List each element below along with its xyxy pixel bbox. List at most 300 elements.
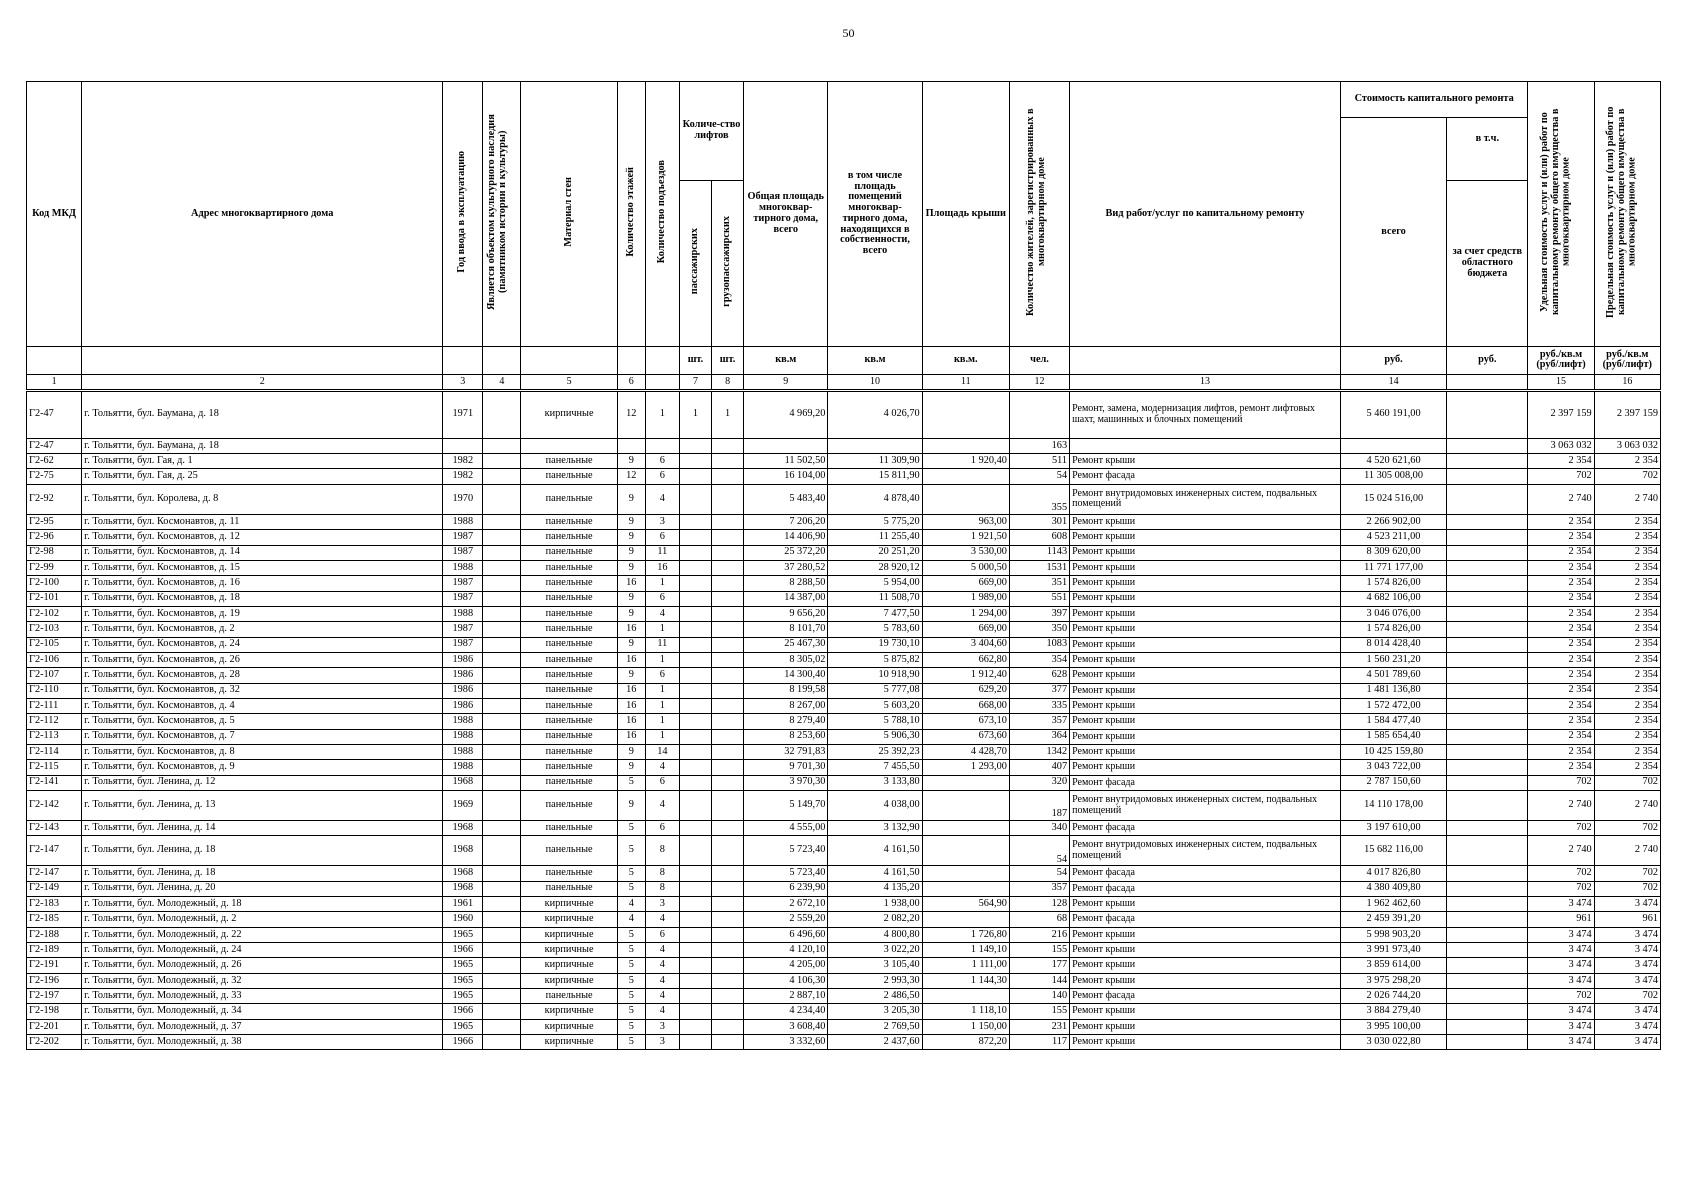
cell-heritage [483,881,521,896]
column-number: 10 [828,374,922,390]
table-row [27,530,1661,545]
cell-regional-budget [1447,622,1528,637]
cell-address: г. Тольятти, бул. Космонавтов, д. 11 [82,514,443,529]
cell-max-cost: 702 [1594,821,1660,836]
cell-work-type: Ремонт фасада [1070,866,1341,881]
cell-work-type: Ремонт фасада [1070,469,1341,484]
cell-floors: 16 [617,683,645,698]
cell-entrances: 4 [645,484,679,514]
cell-freight-lifts [712,958,744,973]
cell-passenger-lifts [679,606,711,621]
cell-year: 1988 [443,744,483,759]
cell-unit-cost: 961 [1528,912,1594,927]
cell-residents: 397 [1009,606,1069,621]
cell-passenger-lifts [679,729,711,744]
cell-passenger-lifts [679,683,711,698]
cell-unit-cost: 2 740 [1528,484,1594,514]
cell-cost-total: 1 585 654,40 [1340,729,1446,744]
cell-unit-cost: 3 474 [1528,943,1594,958]
column-number: 3 [443,374,483,390]
cell-owned-area: 10 918,90 [828,668,922,683]
cell-wall-material: кирпичные [521,1019,617,1034]
cell-unit-cost: 2 354 [1528,683,1594,698]
cell-regional-budget [1447,652,1528,667]
column-number: 5 [521,374,617,390]
cell-entrances: 4 [645,791,679,821]
cell-mkd-code: Г2-100 [27,576,82,591]
cell-residents: 355 [1009,484,1069,514]
table-row [27,775,1661,790]
cell-address: г. Тольятти, бул. Космонавтов, д. 28 [82,668,443,683]
cell-roof-area: 872,20 [922,1035,1009,1050]
cell-owned-area: 11 508,70 [828,591,922,606]
cell-heritage [483,897,521,912]
cell-max-cost: 3 474 [1594,958,1660,973]
cell-unit-cost: 2 354 [1528,514,1594,529]
table-row [27,973,1661,988]
cell-roof-area: 1 150,00 [922,1019,1009,1034]
page-number: 50 [842,26,855,40]
cell-unit-cost: 702 [1528,821,1594,836]
cell-max-cost: 2 354 [1594,591,1660,606]
cell-passenger-lifts [679,897,711,912]
cell-unit-cost: 2 354 [1528,545,1594,560]
cell-unit-cost: 2 354 [1528,530,1594,545]
cell-unit-cost: 2 354 [1528,652,1594,667]
cell-year: 1982 [443,469,483,484]
cell-mkd-code: Г2-147 [27,866,82,881]
cell-floors: 5 [617,821,645,836]
cell-owned-area: 4 878,40 [828,484,922,514]
cell-address: г. Тольятти, бул. Космонавтов, д. 24 [82,637,443,652]
table-row [27,881,1661,896]
table-row [27,989,1661,1004]
cell-roof-area [922,912,1009,927]
cell-roof-area: 1 293,00 [922,760,1009,775]
cell-cost-total: 1 572 472,00 [1340,698,1446,713]
cell-passenger-lifts [679,698,711,713]
cell-residents: 187 [1009,791,1069,821]
cell-year: 1971 [443,390,483,438]
cell-passenger-lifts [679,973,711,988]
cell-total-area: 4 120,10 [744,943,828,958]
cell-floors: 9 [617,514,645,529]
cell-residents: 1531 [1009,560,1069,575]
cell-mkd-code: Г2-149 [27,881,82,896]
cell-cost-total: 1 481 136,80 [1340,683,1446,698]
cell-owned-area: 4 026,70 [828,390,922,438]
cell-work-type: Ремонт крыши [1070,698,1341,713]
cell-heritage [483,606,521,621]
cell-total-area: 5 483,40 [744,484,828,514]
cell-cost-total: 11 771 177,00 [1340,560,1446,575]
cell-max-cost: 2 354 [1594,606,1660,621]
cell-wall-material: панельные [521,775,617,790]
cell-total-area: 25 467,30 [744,637,828,652]
cell-mkd-code: Г2-115 [27,760,82,775]
cell-max-cost: 2 354 [1594,560,1660,575]
cell-entrances: 4 [645,958,679,973]
cell-wall-material: панельные [521,668,617,683]
cell-unit-cost: 702 [1528,881,1594,896]
cell-mkd-code: Г2-183 [27,897,82,912]
cell-roof-area: 669,00 [922,576,1009,591]
cell-year: 1968 [443,866,483,881]
cell-floors: 4 [617,912,645,927]
cell-freight-lifts [712,881,744,896]
cell-wall-material: панельные [521,791,617,821]
cell-unit-cost: 702 [1528,775,1594,790]
cell-roof-area: 1 294,00 [922,606,1009,621]
cell-max-cost: 3 474 [1594,973,1660,988]
cell-entrances: 4 [645,973,679,988]
cell-residents: 128 [1009,897,1069,912]
cell-max-cost: 2 740 [1594,484,1660,514]
column-numbers-row [27,374,1661,390]
cell-owned-area: 4 161,50 [828,866,922,881]
cell-regional-budget [1447,390,1528,438]
cell-total-area: 8 267,00 [744,698,828,713]
cell-year [443,438,483,453]
cell-cost-total: 8 309 620,00 [1340,545,1446,560]
cell-year: 1966 [443,1004,483,1019]
header-incl: в т.ч. [1447,118,1528,181]
cell-year: 1986 [443,652,483,667]
cell-roof-area: 1 989,00 [922,591,1009,606]
cell-freight-lifts [712,897,744,912]
cell-floors: 9 [617,484,645,514]
cell-floors: 5 [617,881,645,896]
cell-regional-budget [1447,514,1528,529]
cell-mkd-code: Г2-189 [27,943,82,958]
cell-mkd-code: Г2-112 [27,714,82,729]
cell-total-area: 32 791,83 [744,744,828,759]
cell-address: г. Тольятти, бул. Космонавтов, д. 18 [82,591,443,606]
cell-year: 1970 [443,484,483,514]
cell-total-area: 16 104,00 [744,469,828,484]
cell-roof-area: 669,00 [922,622,1009,637]
cell-heritage [483,821,521,836]
cell-year: 1966 [443,1035,483,1050]
cell-passenger-lifts [679,1019,711,1034]
cell-heritage [483,469,521,484]
cell-total-area: 8 288,50 [744,576,828,591]
table-row [27,958,1661,973]
cell-cost-total: 2 026 744,20 [1340,989,1446,1004]
cell-regional-budget [1447,866,1528,881]
cell-floors: 5 [617,943,645,958]
cell-address: г. Тольятти, бул. Ленина, д. 14 [82,821,443,836]
cell-unit-cost: 2 354 [1528,698,1594,713]
cell-mkd-code: Г2-96 [27,530,82,545]
cell-address: г. Тольятти, бул. Космонавтов, д. 8 [82,744,443,759]
cell-freight-lifts [712,545,744,560]
header-residents: Количество жителей, зарегистрированных в многоквартирном доме [1024,108,1047,316]
cell-wall-material: панельные [521,714,617,729]
cell-roof-area: 3 530,00 [922,545,1009,560]
cell-total-area: 3 332,60 [744,1035,828,1050]
cell-year: 1988 [443,560,483,575]
cell-roof-area [922,821,1009,836]
cell-unit-cost: 2 354 [1528,729,1594,744]
cell-work-type: Ремонт крыши [1070,1019,1341,1034]
cell-residents: 608 [1009,530,1069,545]
cell-wall-material: панельные [521,698,617,713]
cell-owned-area: 5 875,82 [828,652,922,667]
cell-passenger-lifts [679,821,711,836]
cell-unit-cost: 2 354 [1528,560,1594,575]
cell-residents: 335 [1009,698,1069,713]
cell-wall-material: кирпичные [521,943,617,958]
cell-owned-area: 2 769,50 [828,1019,922,1034]
cell-regional-budget [1447,545,1528,560]
cell-year: 1986 [443,668,483,683]
cell-residents: 54 [1009,836,1069,866]
cell-max-cost: 2 354 [1594,652,1660,667]
cell-address: г. Тольятти, бул. Космонавтов, д. 32 [82,683,443,698]
cell-max-cost: 702 [1594,989,1660,1004]
cell-max-cost: 702 [1594,881,1660,896]
table-row [27,652,1661,667]
cell-roof-area: 1 149,10 [922,943,1009,958]
cell-year: 1965 [443,973,483,988]
cell-residents: 163 [1009,438,1069,453]
cell-year: 1965 [443,989,483,1004]
cell-total-area: 5 723,40 [744,836,828,866]
cell-wall-material: панельные [521,881,617,896]
cell-address: г. Тольятти, бул. Ленина, д. 18 [82,836,443,866]
cell-unit-cost: 2 354 [1528,576,1594,591]
header-max-cost: Предельная стоимость услуг и (или) работ по капитальному ремонту общего имущества в многоквартирном доме [1605,106,1638,318]
cell-max-cost: 2 354 [1594,714,1660,729]
cell-freight-lifts [712,622,744,637]
cell-work-type: Ремонт крыши [1070,545,1341,560]
table-row [27,438,1661,453]
cell-owned-area: 28 920,12 [828,560,922,575]
cell-floors: 9 [617,591,645,606]
cell-entrances: 1 [645,652,679,667]
cell-freight-lifts [712,637,744,652]
cell-work-type: Ремонт крыши [1070,744,1341,759]
cell-residents: 354 [1009,652,1069,667]
cell-freight-lifts [712,1035,744,1050]
cell-cost-total: 3 991 973,40 [1340,943,1446,958]
cell-total-area: 25 372,20 [744,545,828,560]
cell-work-type: Ремонт крыши [1070,668,1341,683]
cell-max-cost: 2 354 [1594,760,1660,775]
cell-cost-total: 2 787 150,60 [1340,775,1446,790]
cell-year: 1987 [443,530,483,545]
cell-passenger-lifts [679,927,711,942]
cell-work-type: Ремонт крыши [1070,637,1341,652]
cell-address: г. Тольятти, бул. Гая, д. 25 [82,469,443,484]
cell-heritage [483,791,521,821]
header-regional: за счет средств областного бюджета [1447,180,1528,346]
cell-passenger-lifts [679,591,711,606]
cell-heritage [483,1004,521,1019]
cell-cost-total: 2 459 391,20 [1340,912,1446,927]
cell-wall-material: кирпичные [521,1035,617,1050]
cell-wall-material: панельные [521,530,617,545]
cell-max-cost: 2 354 [1594,729,1660,744]
cell-floors: 16 [617,652,645,667]
header-entrances: Количество подъездов [655,160,667,264]
cell-floors: 9 [617,637,645,652]
cell-work-type [1070,438,1341,453]
cell-entrances: 1 [645,729,679,744]
cell-mkd-code: Г2-106 [27,652,82,667]
cell-cost-total: 4 380 409,80 [1340,881,1446,896]
cell-heritage [483,836,521,866]
header-work-type: Вид работ/услуг по капитальному ремонту [1070,82,1341,347]
cell-max-cost: 2 354 [1594,454,1660,469]
table-row [27,668,1661,683]
cell-address: г. Тольятти, бул. Космонавтов, д. 5 [82,714,443,729]
cell-regional-budget [1447,683,1528,698]
cell-entrances: 6 [645,668,679,683]
cell-unit-cost: 2 354 [1528,744,1594,759]
cell-cost-total: 14 110 178,00 [1340,791,1446,821]
cell-wall-material: панельные [521,836,617,866]
cell-floors: 5 [617,989,645,1004]
cell-regional-budget [1447,606,1528,621]
cell-floors: 12 [617,469,645,484]
cell-owned-area [828,438,922,453]
cell-wall-material: панельные [521,683,617,698]
cell-work-type: Ремонт крыши [1070,560,1341,575]
cell-total-area: 6 496,60 [744,927,828,942]
cell-owned-area: 7 455,50 [828,760,922,775]
table-row [27,943,1661,958]
cell-unit-cost: 2 354 [1528,760,1594,775]
column-number: 11 [922,374,1009,390]
cell-entrances: 6 [645,530,679,545]
cell-address: г. Тольятти, бул. Ленина, д. 20 [82,881,443,896]
cell-cost-total: 3 995 100,00 [1340,1019,1446,1034]
cell-passenger-lifts: 1 [679,390,711,438]
cell-owned-area: 19 730,10 [828,637,922,652]
cell-roof-area: 673,10 [922,714,1009,729]
cell-unit-cost: 2 354 [1528,591,1594,606]
cell-cost-total: 4 523 211,00 [1340,530,1446,545]
cell-mkd-code: Г2-196 [27,973,82,988]
column-number: 2 [82,374,443,390]
cell-total-area: 2 672,10 [744,897,828,912]
cell-wall-material: кирпичные [521,973,617,988]
cell-floors: 9 [617,454,645,469]
cell-mkd-code: Г2-105 [27,637,82,652]
cell-address: г. Тольятти, бул. Баумана, д. 18 [82,390,443,438]
cell-unit-cost: 3 474 [1528,1035,1594,1050]
cell-entrances: 14 [645,744,679,759]
cell-roof-area: 1 111,00 [922,958,1009,973]
cell-entrances: 1 [645,390,679,438]
cell-floors: 9 [617,560,645,575]
table-row [27,637,1661,652]
cell-residents: 551 [1009,591,1069,606]
cell-address: г. Тольятти, бул. Молодежный, д. 26 [82,958,443,973]
cell-passenger-lifts [679,791,711,821]
cell-mkd-code: Г2-103 [27,622,82,637]
cell-residents: 144 [1009,973,1069,988]
cell-entrances: 4 [645,760,679,775]
cell-residents: 364 [1009,729,1069,744]
cell-cost-total: 15 024 516,00 [1340,484,1446,514]
cell-regional-budget [1447,530,1528,545]
cell-wall-material: панельные [521,469,617,484]
cell-wall-material: панельные [521,744,617,759]
cell-year: 1965 [443,1019,483,1034]
cell-freight-lifts [712,775,744,790]
cell-roof-area [922,438,1009,453]
cell-passenger-lifts [679,775,711,790]
cell-cost-total: 5 998 903,20 [1340,927,1446,942]
cell-residents: 357 [1009,714,1069,729]
cell-entrances: 1 [645,683,679,698]
cell-entrances: 4 [645,606,679,621]
cell-year: 1986 [443,698,483,713]
cell-wall-material: панельные [521,484,617,514]
unit-pcs: шт. [712,346,744,374]
cell-heritage [483,545,521,560]
cell-cost-total: 3 975 298,20 [1340,973,1446,988]
cell-unit-cost: 2 740 [1528,836,1594,866]
cell-heritage [483,714,521,729]
cell-address: г. Тольятти, бул. Космонавтов, д. 16 [82,576,443,591]
cell-heritage [483,622,521,637]
cell-owned-area: 25 392,23 [828,744,922,759]
cell-heritage [483,591,521,606]
cell-work-type: Ремонт крыши [1070,530,1341,545]
cell-regional-budget [1447,836,1528,866]
cell-year: 1968 [443,881,483,896]
cell-passenger-lifts [679,545,711,560]
cell-cost-total: 3 043 722,00 [1340,760,1446,775]
cell-wall-material: панельные [521,545,617,560]
cell-passenger-lifts [679,576,711,591]
cell-address: г. Тольятти, бул. Баумана, д. 18 [82,438,443,453]
cell-entrances: 1 [645,714,679,729]
cell-heritage [483,943,521,958]
header-address: Адрес многоквартирного дома [82,82,443,347]
cell-roof-area: 1 920,40 [922,454,1009,469]
cell-entrances: 6 [645,591,679,606]
cell-roof-area: 963,00 [922,514,1009,529]
cell-max-cost: 3 474 [1594,1004,1660,1019]
cell-address: г. Тольятти, бул. Ленина, д. 12 [82,775,443,790]
cell-mkd-code: Г2-111 [27,698,82,713]
column-number [645,374,679,390]
cell-work-type: Ремонт крыши [1070,943,1341,958]
cell-unit-cost: 3 474 [1528,927,1594,942]
cell-passenger-lifts [679,469,711,484]
cell-address: г. Тольятти, бул. Молодежный, д. 24 [82,943,443,958]
cell-wall-material: панельные [521,637,617,652]
cell-residents: 320 [1009,775,1069,790]
header-heritage: Является объектом культурного наследия (памятником истории и культуры) [485,114,508,310]
column-number: 15 [1528,374,1594,390]
cell-regional-budget [1447,668,1528,683]
cell-work-type: Ремонт крыши [1070,606,1341,621]
cell-max-cost: 2 354 [1594,530,1660,545]
column-number: 1 [27,374,82,390]
cell-residents [1009,390,1069,438]
cell-floors: 5 [617,927,645,942]
cell-cost-total: 1 962 462,60 [1340,897,1446,912]
cell-mkd-code: Г2-202 [27,1035,82,1050]
cell-year: 1965 [443,958,483,973]
cell-total-area: 4 106,30 [744,973,828,988]
